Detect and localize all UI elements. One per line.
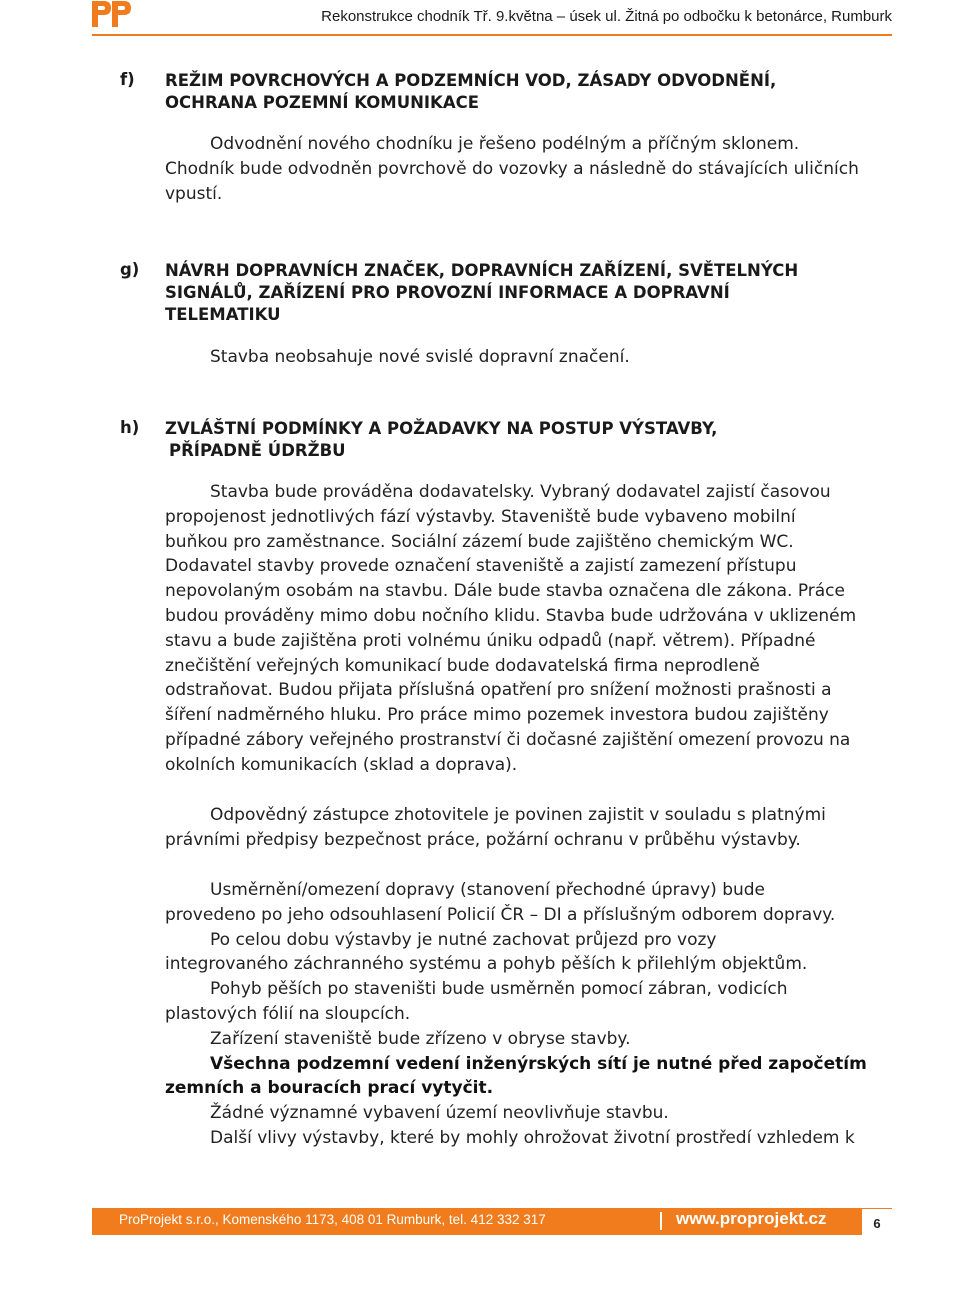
body-line: právními předpisy bezpečnost práce, požární ochranu v průběhu výstavby. xyxy=(165,829,801,850)
body-line: Pohyb pěších po staveništi bude usměrněn pomocí zábran, vodicích xyxy=(210,979,788,1000)
body-line: Další vlivy výstavby, které by mohly ohrožovat životní prostředí vzhledem k xyxy=(210,1127,855,1148)
body-line: okolních komunikacích (sklad a doprava). xyxy=(165,754,518,775)
proprojekt-logo xyxy=(92,1,132,27)
section-h-paragraph-3 xyxy=(165,878,905,1151)
body-line: nepovolaným osobám na stavbu. Dále bude stavba označena dle zákona. Práce xyxy=(165,581,845,602)
heading-line: SIGNÁLŮ, ZAŘÍZENÍ PRO PROVOZNÍ INFORMACE A DOPRAVNÍ xyxy=(165,283,730,302)
heading-line: TELEMATIKU xyxy=(165,305,281,324)
body-line: provedeno po jeho odsouhlasení Policií ČR – DI a příslušným odborem dopravy. xyxy=(165,904,836,925)
heading-line: ZVLÁŠTNÍ PODMÍNKY A POŽADAVKY NA POSTUP VÝSTAVBY, xyxy=(165,419,718,438)
body-line: buňkou pro zaměstnance. Sociální zázemí bude zajištěno chemickým WC. xyxy=(165,531,794,552)
footer-separator xyxy=(660,1212,662,1230)
body-line: Dodavatel stavby provede označení staveniště a zajistí zamezení přístupu xyxy=(165,556,797,577)
body-line: Usměrnění/omezení dopravy (stanovení přechodné úpravy) bude xyxy=(210,880,766,900)
body-line: Stavba neobsahuje nové svislé dopravní značení. xyxy=(210,347,630,367)
header-divider xyxy=(92,34,892,36)
heading-line: NÁVRH DOPRAVNÍCH ZNAČEK, DOPRAVNÍCH ZAŘÍZENÍ, SVĚTELNÝCH xyxy=(165,261,799,280)
section-h-paragraph-1 xyxy=(165,480,905,778)
body-line: Žádné významné vybavení území neovlivňuje stavbu. xyxy=(210,1103,669,1124)
body-line: Odpovědný zástupce zhotovitele je povinen zajistit v souladu s platnými xyxy=(210,805,826,825)
footer-website-link[interactable]: www.proprojekt.cz xyxy=(676,1209,827,1228)
body-line: případné zábory veřejného prostranství či dočasné zajištění omezení provozu na xyxy=(165,729,851,750)
body-line: budou prováděny mimo dobu nočního klidu. Stavba bude udržována v uklizeném xyxy=(165,605,857,626)
page-number: 6 xyxy=(862,1208,892,1235)
section-f-body xyxy=(165,132,905,206)
body-line: plastových fólií na sloupcích. xyxy=(165,1003,411,1024)
body-line-bold: Všechna podzemní vedení inženýrských sítí je nutné před započetím xyxy=(210,1053,867,1074)
section-g-body xyxy=(165,345,905,370)
body-line: propojenost jednotlivých fází výstavby. Staveniště bude vybaveno mobilní xyxy=(165,506,796,527)
body-line: Po celou dobu výstavby je nutné zachovat průjezd pro vozy xyxy=(210,929,717,950)
body-line: integrovaného záchranného systému a pohyb pěších k přilehlým objektům. xyxy=(165,954,808,975)
heading-line: OCHRANA POZEMNÍ KOMUNIKACE xyxy=(165,93,479,112)
body-line: Chodník bude odvodněn povrchově do vozovky a následně do stávajících uličních xyxy=(165,158,859,179)
body-line-bold: zemních a bouracích prací vytyčit. xyxy=(165,1078,494,1099)
section-h-paragraph-2 xyxy=(165,803,905,853)
body-line: Odvodnění nového chodníku je řešeno podélným a příčným sklonem. xyxy=(210,134,800,154)
body-line: vpustí. xyxy=(165,183,223,204)
section-h-letter: h) xyxy=(120,418,140,437)
body-line: stavu a bude zajištěna proti volnému úniku odpadů (např. větrem). Případné xyxy=(165,630,816,651)
heading-line: REŽIM POVRCHOVÝCH A PODZEMNÍCH VOD, ZÁSADY ODVODNĚNÍ, xyxy=(165,71,777,90)
footer-company-info: ProProjekt s.r.o., Komenského 1173, 408 01 Rumburk, tel. 412 332 317 xyxy=(119,1212,546,1227)
section-h-heading xyxy=(165,418,717,462)
page-header xyxy=(0,0,960,36)
section-f-letter: f) xyxy=(120,70,135,89)
document-title: Rekonstrukce chodník Tř. 9.května – úsek ul. Žitná po odbočku k betonárce, Rumburk xyxy=(321,8,892,25)
section-g-heading xyxy=(165,260,798,326)
body-line: odstraňovat. Budou přijata příslušná opatření pro snížení možnosti prašnosti a xyxy=(165,680,832,701)
body-line: šíření nadměrného hluku. Pro práce mimo pozemek investora budou zajištěny xyxy=(165,705,829,726)
body-line: Zařízení staveniště bude zřízeno v obryse stavby. xyxy=(210,1028,631,1049)
body-line: znečištění veřejných komunikací bude dodavatelská firma neprodleně xyxy=(165,655,760,676)
section-f-heading xyxy=(165,70,776,114)
heading-line: PŘÍPADNĚ ÚDRŽBU xyxy=(169,441,346,460)
section-g-letter: g) xyxy=(120,260,140,279)
page-footer xyxy=(92,1208,892,1235)
body-line: Stavba bude prováděna dodavatelsky. Vybraný dodavatel zajistí časovou xyxy=(210,482,831,502)
